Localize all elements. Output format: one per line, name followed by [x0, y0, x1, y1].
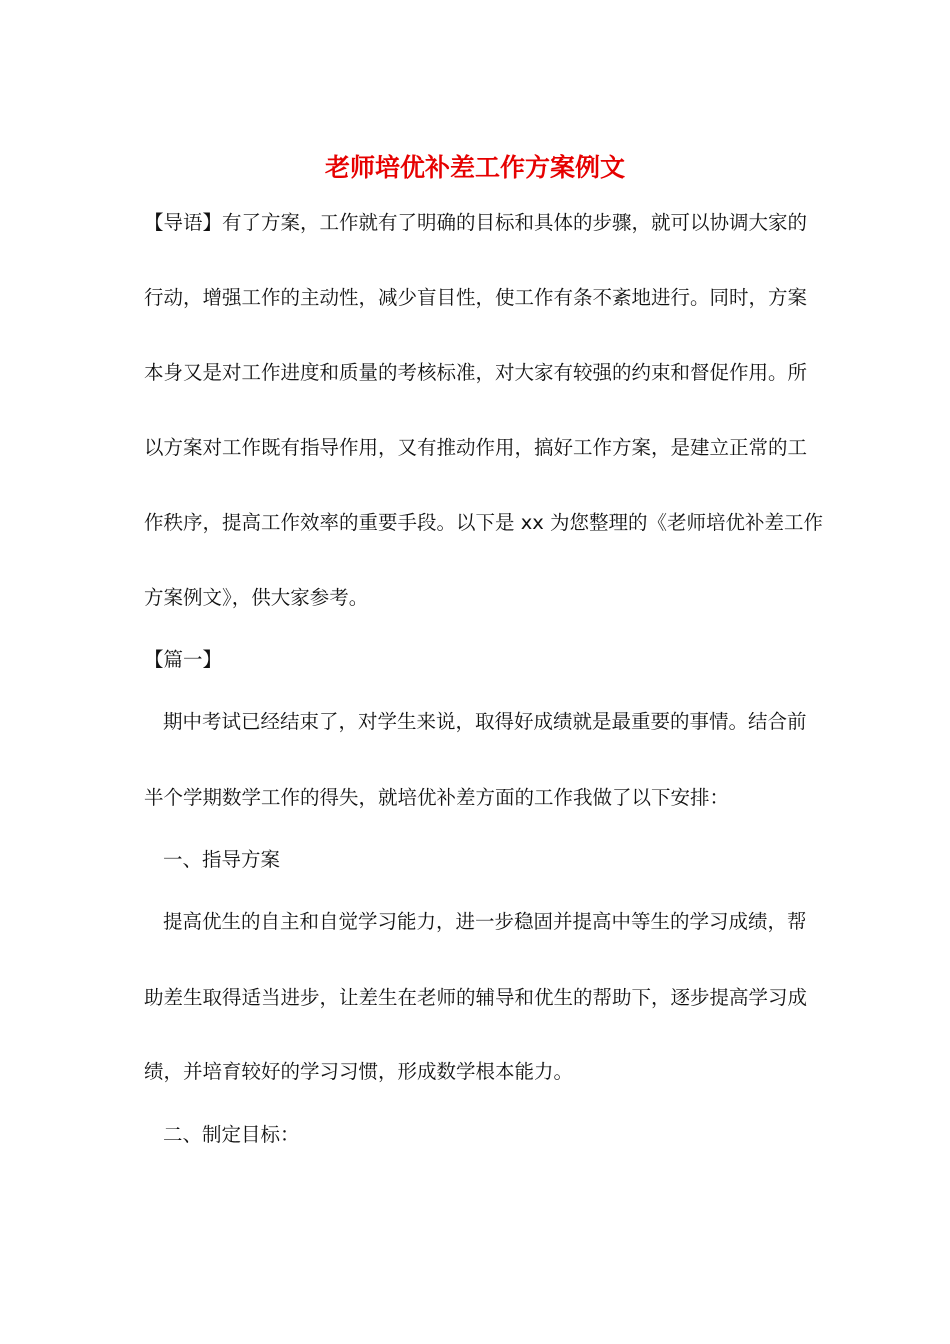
intro-line-6: 方案例文》，供大家参考。 [144, 586, 369, 609]
section-heading: 【篇一】 [144, 648, 223, 671]
intro-line-1: 【导语】有了方案，工作就有了明确的目标和具体的步骤，就可以协调大家的 [144, 211, 808, 234]
paragraph-line-4: 助差生取得适当进步，让差生在老师的辅导和优生的帮助下，逐步提高学习成 [144, 986, 808, 1009]
paragraph-line-1: 期中考试已经结束了，对学生来说，取得好成绩就是最重要的事情。结合前 [163, 710, 807, 733]
paragraph-line-2: 半个学期数学工作的得失，就培优补差方面的工作我做了以下安排： [144, 786, 730, 809]
intro-line-3: 本身又是对工作进度和质量的考核标准，对大家有较强的约束和督促作用。所 [144, 361, 808, 384]
paragraph-line-5: 绩，并培育较好的学习习惯，形成数学根本能力。 [144, 1060, 574, 1083]
intro-line-2: 行动，增强工作的主动性，减少盲目性，使工作有条不紊地进行。同时，方案 [144, 286, 808, 309]
intro-line-5: 作秩序，提高工作效率的重要手段。以下是 xx 为您整理的《老师培优补差工作 [144, 511, 823, 534]
intro-line-4: 以方案对工作既有指导作用，又有推动作用，搞好工作方案，是建立正常的工 [144, 436, 808, 459]
document-title: 老师培优补差工作方案例文 [324, 153, 625, 182]
subheading-goals: 二、制定目标： [163, 1123, 300, 1146]
subheading-guidance: 一、指导方案 [163, 848, 281, 871]
paragraph-line-3: 提高优生的自主和自觉学习能力，进一步稳固并提高中等生的学习成绩，帮 [163, 910, 807, 933]
